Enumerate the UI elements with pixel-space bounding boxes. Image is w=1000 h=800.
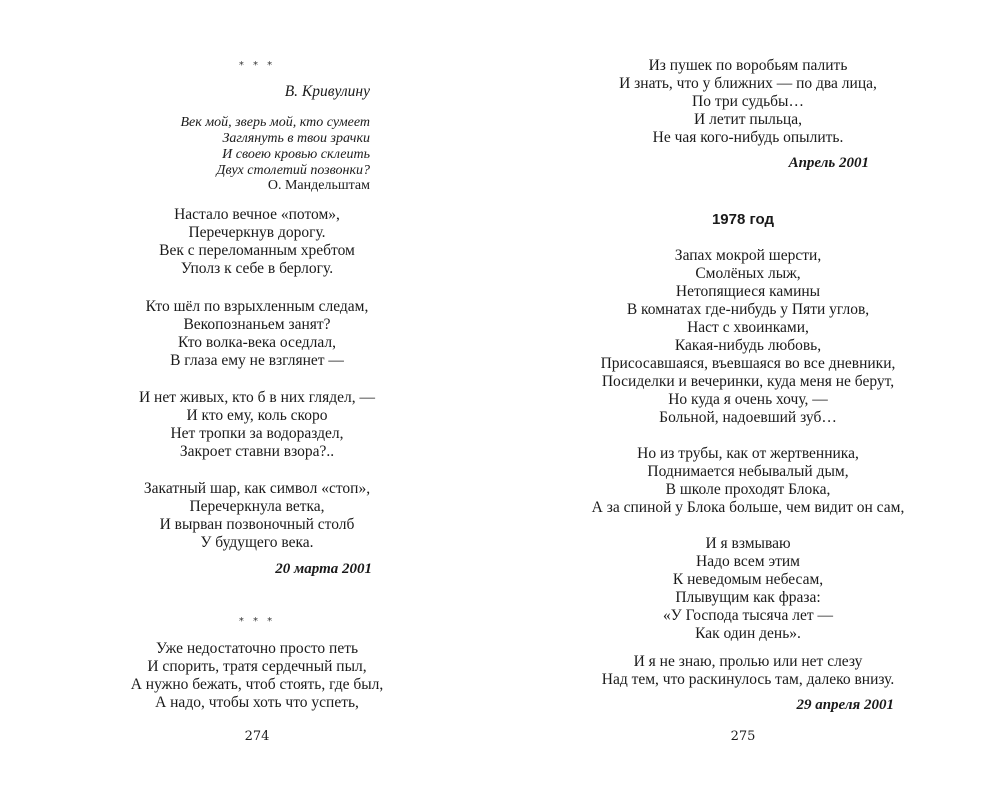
- poem-line: К неведомым небесам,: [672, 571, 824, 588]
- poem-line: Но куда я очень хочу, —: [668, 391, 828, 408]
- poem-line: И вырван позвоночный столб: [159, 516, 355, 533]
- epigraph-line: Заглянуть в твои зрачки: [222, 131, 370, 146]
- poem-line: Кто шёл по взрыхленным следам,: [145, 298, 369, 315]
- page-number: 275: [730, 729, 756, 744]
- poem-line: Уже недостаточно просто петь: [155, 640, 359, 657]
- poem-line: По три судьбы…: [692, 93, 804, 110]
- right-page: [500, 0, 1000, 800]
- poem-line: Больной, надоевший зуб…: [659, 409, 837, 426]
- poem-line: Но из трубы, как от жертвенника,: [637, 445, 859, 462]
- poem-line: Запах мокрой шерсти,: [674, 247, 822, 264]
- poem-line: А надо, чтобы хоть что успеть,: [155, 694, 359, 711]
- poem-line: И знать, что у ближних — по два лица,: [619, 75, 877, 92]
- poem-line: У будущего века.: [200, 534, 314, 551]
- poem-line: Перечеркнула ветка,: [189, 498, 325, 515]
- poem-line: И я не знаю, пролью или нет слезу: [633, 653, 863, 670]
- poem-line: Надо всем этим: [696, 553, 800, 570]
- poem-date: Апрель 2001: [788, 155, 869, 171]
- poem-line: В школе проходят Блока,: [665, 481, 831, 498]
- poem-line: А нужно бежать, чтоб стоять, где был,: [130, 676, 384, 693]
- poem-line: А за спиной у Блока больше, чем видит он сам,: [591, 499, 905, 516]
- poem-date: 20 марта 2001: [275, 561, 372, 577]
- poem-line: Поднимается небывалый дым,: [647, 463, 849, 480]
- epigraph-line: И своею кровью склеить: [222, 147, 370, 162]
- epigraph-author: О. Мандельштам: [267, 178, 370, 193]
- poem-line: Из пушек по воробьям палить: [648, 57, 848, 74]
- poem-line: Век с переломанным хребтом: [159, 242, 355, 259]
- poem-line: Закатный шар, как символ «стоп»,: [143, 480, 371, 497]
- poem-line: Наст с хвоинками,: [687, 319, 809, 336]
- poem-line: Какая-нибудь любовь,: [674, 337, 822, 354]
- poem-title: 1978 год: [711, 211, 775, 228]
- poem-date: 29 апреля 2001: [796, 697, 894, 713]
- poem-line: И летит пыльца,: [694, 111, 802, 128]
- poem-line: И кто ему, коль скоро: [186, 407, 328, 424]
- poem-line: Как один день».: [695, 625, 801, 642]
- dedication: В. Кривулину: [284, 83, 370, 100]
- poem-line: Закроет ставни взора?..: [179, 443, 335, 460]
- poem-line: Нет тропки за водораздел,: [170, 425, 344, 442]
- poem-line: И спорить, тратя сердечный пыл,: [147, 658, 367, 675]
- poem-line: «У Господа тысяча лет —: [663, 607, 833, 624]
- poem-line: Уполз к себе в берлогу.: [180, 260, 334, 277]
- poem-line: В комнатах где-нибудь у Пяти углов,: [626, 301, 870, 318]
- poem-line: Векопознаньем занят?: [183, 316, 331, 333]
- page-number: 274: [244, 729, 270, 744]
- epigraph-line: Век мой, зверь мой, кто сумеет: [180, 115, 370, 130]
- section-separator: * * *: [238, 60, 276, 71]
- epigraph-line: Двух столетий позвонки?: [216, 163, 370, 178]
- poem-line: Нетопящиеся камины: [675, 283, 821, 300]
- poem-line: Плывущим как фраза:: [675, 589, 821, 606]
- poem-line: Кто волка-века оседлал,: [177, 334, 337, 351]
- poem-line: Не чая кого-нибудь опылить.: [652, 129, 844, 146]
- poem-line: Над тем, что раскинулось там, далеко внизу.: [601, 671, 895, 688]
- poem-line: Присосавшаяся, въевшаяся во все дневники,: [600, 355, 896, 372]
- poem-line: Посиделки и вечеринки, куда меня не берут,: [601, 373, 895, 390]
- poem-line: Смолёных лыж,: [695, 265, 801, 282]
- poem-line: Настало вечное «потом»,: [174, 206, 340, 223]
- poem-line: В глаза ему не взглянет —: [170, 352, 344, 369]
- poem-line: И нет живых, кто б в них глядел, —: [138, 389, 376, 406]
- poem-line: Перечеркнув дорогу.: [188, 224, 326, 241]
- poem-line: И я взмываю: [705, 535, 791, 552]
- section-separator: * * *: [238, 616, 276, 627]
